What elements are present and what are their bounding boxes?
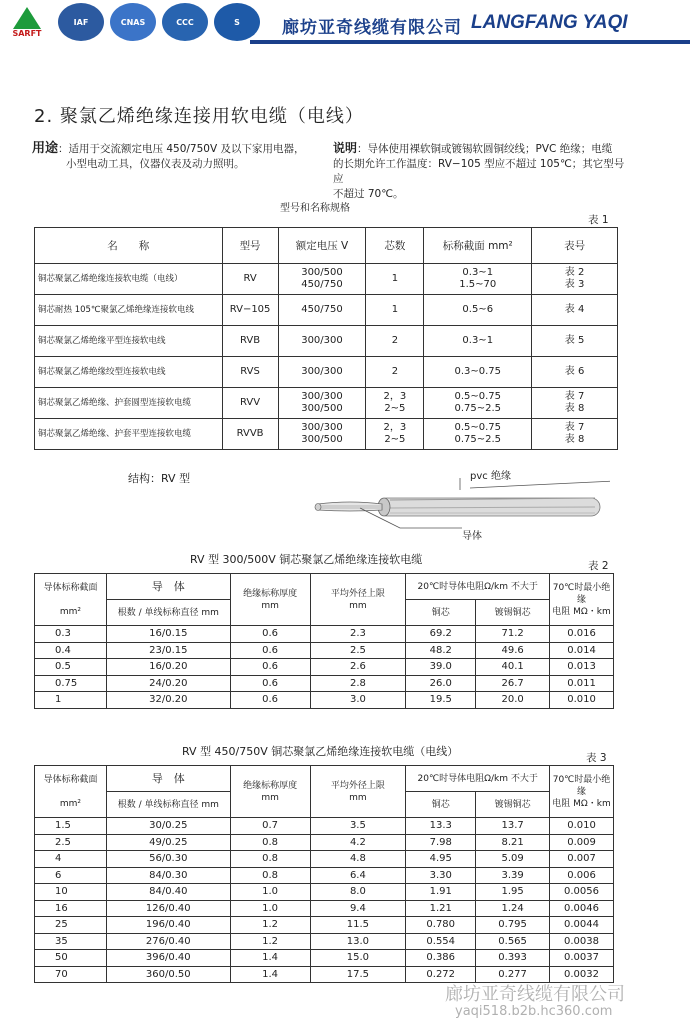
header-section (35, 574, 107, 626)
note-description (333, 141, 633, 202)
table2-caption: RV 型 300/500V 铜芯聚氯乙烯绝缘连接软电缆 (190, 553, 423, 566)
table3-number: 表 3 (586, 752, 607, 764)
cell-copper-resistance: 0.554 (406, 933, 476, 950)
header-outer-text: 平均外径上限 (330, 780, 385, 791)
header-min-insulation-resistance (550, 766, 614, 818)
cell-insulation: 0.8 (230, 867, 310, 884)
cell-tinned-resistance: 49.6 (476, 642, 550, 659)
table-row (35, 950, 614, 967)
cell-tinned-resistance: 0.565 (476, 933, 550, 950)
header-section-unit: mm² (59, 798, 82, 809)
header-outer-unit: mm (349, 792, 367, 803)
sarft-logo-text: SARFT (12, 28, 42, 38)
cell-conductor: 16/0.20 (106, 659, 230, 676)
section-title: 2. 聚氯乙烯绝缘连接用软电缆（电线） (34, 106, 364, 127)
cell-name: 铜芯耐热 105℃聚氯乙烯绝缘连接软电线 (35, 295, 223, 326)
cell-section (424, 357, 532, 388)
cell-min-insulation-resistance: 0.010 (550, 818, 614, 835)
table-row (35, 818, 614, 835)
cell-line: 300/300 (301, 422, 343, 433)
header-conductor: 导 体 (106, 574, 230, 600)
cell-line: 450/750 (301, 279, 343, 290)
header-resistance: 20℃时导体电阻Ω/km 不大于 (406, 574, 550, 600)
cell-min-insulation-resistance: 0.0056 (550, 884, 614, 901)
cell-conductor: 30/0.25 (106, 818, 230, 835)
cell-copper-resistance: 48.2 (406, 642, 476, 659)
usage-text-2: 小型电动工具，仪器仪表及动力照明。 (66, 158, 245, 170)
cell-table (532, 357, 618, 388)
header-section: 标称截面 mm² (424, 228, 532, 264)
note-text-1: ：导体使用裸软铜或镀锡软圆铜绞线；PVC 绝缘；电缆 (357, 143, 613, 155)
cell-outer-diameter: 8.0 (310, 884, 406, 901)
header-min-res-unit: 电阻 MΩ・km (552, 606, 611, 617)
cell-insulation: 0.6 (230, 626, 310, 643)
cell-section: 0.5 (35, 659, 107, 676)
cell-model: RVV (222, 388, 278, 419)
table-row (35, 357, 618, 388)
model-spec-table (34, 227, 618, 450)
cell-line: 2~5 (384, 434, 406, 445)
cell-insulation: 0.8 (230, 851, 310, 868)
cell-tinned-resistance: 5.09 (476, 851, 550, 868)
cell-section (424, 419, 532, 450)
ccc-logo (162, 3, 208, 41)
cell-cores (366, 419, 424, 450)
cell-copper-resistance: 7.98 (406, 834, 476, 851)
cell-outer-diameter: 2.5 (310, 642, 406, 659)
cell-name: 铜芯聚氯乙烯绝缘、护套圆型连接软电缆 (35, 388, 223, 419)
header-model: 型号 (222, 228, 278, 264)
cell-line: 0.5~0.75 (454, 422, 502, 433)
cell-insulation: 0.6 (230, 642, 310, 659)
cell-outer-diameter: 2.3 (310, 626, 406, 643)
cell-copper-resistance: 13.3 (406, 818, 476, 835)
cell-min-insulation-resistance: 0.0038 (550, 933, 614, 950)
header-outer-text: 平均外径上限 (330, 588, 385, 599)
cell-tinned-resistance: 13.7 (476, 818, 550, 835)
header-voltage: 额定电压 V (278, 228, 366, 264)
cell-model: RV (222, 264, 278, 295)
cell-insulation: 1.2 (230, 917, 310, 934)
cell-conductor: 84/0.40 (106, 884, 230, 901)
cell-voltage (278, 295, 366, 326)
cell-insulation: 0.8 (230, 834, 310, 851)
usage-text-1: ：适用于交流额定电压 450/750V 及以下家用电器， (58, 143, 305, 155)
table-row (35, 692, 614, 709)
cell-copper-resistance: 1.91 (406, 884, 476, 901)
cell-section: 10 (35, 884, 107, 901)
header-section (35, 766, 107, 818)
cell-outer-diameter: 3.5 (310, 818, 406, 835)
cell-line: 表 7 (564, 422, 585, 433)
cell-table (532, 388, 618, 419)
header-insulation-text: 绝缘标称厚度 (243, 780, 298, 791)
header-insulation (230, 574, 310, 626)
cell-section: 0.3 (35, 626, 107, 643)
cell-insulation: 0.6 (230, 692, 310, 709)
table-row (35, 675, 614, 692)
header-copper: 铜芯 (406, 600, 476, 626)
table-row (35, 264, 618, 295)
cell-line: 表 6 (564, 366, 585, 377)
cell-line: 表 3 (564, 279, 585, 290)
table-row (35, 933, 614, 950)
quality-logo-text: S (234, 17, 240, 27)
table-row (35, 917, 614, 934)
cell-model: RVVB (222, 419, 278, 450)
company-name-en: LANGFANG YAQI (471, 12, 628, 33)
page-header (0, 0, 690, 44)
table-row (35, 295, 618, 326)
cell-voltage (278, 419, 366, 450)
cell-copper-resistance: 0.386 (406, 950, 476, 967)
cell-cores (366, 295, 424, 326)
table3-caption: RV 型 450/750V 铜芯聚氯乙烯绝缘连接软电缆（电线） (182, 745, 459, 758)
header-tinned-copper: 镀锡铜芯 (476, 600, 550, 626)
header-name: 名 称 (35, 228, 223, 264)
certification-logos (2, 3, 260, 41)
cell-conductor: 84/0.30 (106, 867, 230, 884)
table-row (35, 642, 614, 659)
cable-icon (315, 478, 600, 528)
table-header-row (35, 228, 618, 264)
cell-line: 1.5~70 (459, 279, 497, 290)
cell-tinned-resistance: 1.24 (476, 900, 550, 917)
cell-conductor: 23/0.15 (106, 642, 230, 659)
cell-conductor: 16/0.15 (106, 626, 230, 643)
cell-insulation: 0.6 (230, 675, 310, 692)
cell-conductor: 49/0.25 (106, 834, 230, 851)
header-insulation (230, 766, 310, 818)
header-insulation-text: 绝缘标称厚度 (243, 588, 298, 599)
cell-line: 表 7 (564, 391, 585, 402)
cell-insulation: 1.2 (230, 933, 310, 950)
header-insulation-unit: mm (261, 792, 279, 803)
table-row (35, 834, 614, 851)
cell-line: 0.3~1 (462, 267, 494, 278)
cell-outer-diameter: 6.4 (310, 867, 406, 884)
header-conductor-sub: 根数 / 单线标称直径 mm (106, 600, 230, 626)
cell-copper-resistance: 1.21 (406, 900, 476, 917)
cell-line: 0.3~1 (462, 335, 494, 346)
cell-line: 2~5 (384, 403, 406, 414)
cell-tinned-resistance: 26.7 (476, 675, 550, 692)
cell-min-insulation-resistance: 0.010 (550, 692, 614, 709)
cell-model: RVS (222, 357, 278, 388)
cell-voltage (278, 326, 366, 357)
cell-line: 300/300 (301, 391, 343, 402)
header-outer-diameter (310, 574, 406, 626)
cell-cores (366, 357, 424, 388)
ccc-logo-text: CCC (176, 17, 194, 27)
cell-copper-resistance: 69.2 (406, 626, 476, 643)
table-row (35, 867, 614, 884)
rv-300-500-table (34, 573, 614, 709)
cell-copper-resistance: 0.272 (406, 966, 476, 983)
header-table-no: 表号 (532, 228, 618, 264)
header-section-text: 导体标称截面 (43, 582, 98, 593)
sarft-logo (2, 3, 52, 41)
cable-illustration (310, 478, 610, 538)
header-copper: 铜芯 (406, 792, 476, 818)
cell-line: 2 (391, 335, 399, 346)
cell-section: 16 (35, 900, 107, 917)
cell-min-insulation-resistance: 0.0044 (550, 917, 614, 934)
cell-section: 35 (35, 933, 107, 950)
header-section-text: 导体标称截面 (43, 774, 98, 785)
note-line-1 (333, 141, 633, 157)
cell-model: RVB (222, 326, 278, 357)
cell-line: 2 (391, 366, 399, 377)
header-section-unit: mm² (59, 606, 82, 617)
cell-line: 表 2 (564, 267, 585, 278)
cell-name: 铜芯聚氯乙烯绝缘连接软电缆（电线） (35, 264, 223, 295)
cell-line: 450/750 (301, 304, 343, 315)
sarft-triangle-icon (13, 7, 41, 29)
table-row (35, 388, 618, 419)
cell-insulation: 1.0 (230, 900, 310, 917)
cell-outer-diameter: 4.8 (310, 851, 406, 868)
cell-section (424, 388, 532, 419)
cell-conductor: 276/0.40 (106, 933, 230, 950)
header-conductor-sub: 根数 / 单线标称直径 mm (106, 792, 230, 818)
cell-min-insulation-resistance: 0.016 (550, 626, 614, 643)
cnas-logo-text: CNAS (120, 17, 146, 27)
table2-number: 表 2 (588, 560, 609, 572)
cell-copper-resistance: 3.30 (406, 867, 476, 884)
table-row (35, 851, 614, 868)
header-divider (250, 40, 690, 44)
cell-copper-resistance: 4.95 (406, 851, 476, 868)
cell-line: 表 8 (564, 434, 585, 445)
cell-min-insulation-resistance: 0.0037 (550, 950, 614, 967)
cell-outer-diameter: 13.0 (310, 933, 406, 950)
cell-line: 300/500 (301, 403, 343, 414)
cell-section: 2.5 (35, 834, 107, 851)
cell-conductor: 56/0.30 (106, 851, 230, 868)
cell-line: 0.5~0.75 (454, 391, 502, 402)
cell-tinned-resistance: 20.0 (476, 692, 550, 709)
cell-section: 0.4 (35, 642, 107, 659)
cell-min-insulation-resistance: 0.013 (550, 659, 614, 676)
cell-tinned-resistance: 0.795 (476, 917, 550, 934)
cell-line: 2，3 (383, 422, 407, 433)
cell-outer-diameter: 17.5 (310, 966, 406, 983)
cell-table (532, 264, 618, 295)
header-min-res-text: 70℃时最小绝缘 (552, 774, 611, 797)
cell-outer-diameter: 9.4 (310, 900, 406, 917)
note-text-2: 的长期允许工作温度：RV−105 型应不超过 105℃；其它型号应 (333, 158, 625, 185)
table-row (35, 659, 614, 676)
table1-number: 表 1 (588, 214, 609, 226)
conductor-label: 导体 (462, 531, 482, 542)
cell-section (424, 326, 532, 357)
table-row (35, 626, 614, 643)
note-text-3: 不超过 70℃。 (333, 188, 404, 200)
cell-section: 4 (35, 851, 107, 868)
cell-voltage (278, 388, 366, 419)
cell-tinned-resistance: 0.277 (476, 966, 550, 983)
cell-min-insulation-resistance: 0.014 (550, 642, 614, 659)
header-insulation-unit: mm (261, 600, 279, 611)
cell-conductor: 126/0.40 (106, 900, 230, 917)
cell-line: 表 8 (564, 403, 585, 414)
watermark-company: 廊坊亚奇线缆有限公司 (445, 984, 625, 1005)
cell-copper-resistance: 39.0 (406, 659, 476, 676)
cell-insulation: 1.4 (230, 966, 310, 983)
cell-conductor: 24/0.20 (106, 675, 230, 692)
cell-copper-resistance: 0.780 (406, 917, 476, 934)
iaf-logo (58, 3, 104, 41)
cell-line: 300/500 (301, 434, 343, 445)
cnas-logo (110, 3, 156, 41)
cell-section: 1.5 (35, 818, 107, 835)
cell-voltage (278, 264, 366, 295)
cell-section (424, 295, 532, 326)
table-row (35, 419, 618, 450)
header-outer-diameter (310, 766, 406, 818)
cell-tinned-resistance: 3.39 (476, 867, 550, 884)
cell-min-insulation-resistance: 0.007 (550, 851, 614, 868)
cell-insulation: 1.4 (230, 950, 310, 967)
cell-table (532, 295, 618, 326)
cell-copper-resistance: 19.5 (406, 692, 476, 709)
cell-outer-diameter: 15.0 (310, 950, 406, 967)
cell-section: 25 (35, 917, 107, 934)
usage-description (32, 141, 322, 172)
cell-line: 0.75~2.5 (454, 434, 502, 445)
cell-cores (366, 388, 424, 419)
cell-section (424, 264, 532, 295)
cell-line: 1 (391, 273, 399, 284)
cell-cores (366, 264, 424, 295)
cell-section: 0.75 (35, 675, 107, 692)
cell-tinned-resistance: 40.1 (476, 659, 550, 676)
cell-outer-diameter: 2.8 (310, 675, 406, 692)
table1-caption: 型号和名称规格 (280, 203, 350, 214)
cell-section: 70 (35, 966, 107, 983)
quality-safety-logo (214, 3, 260, 41)
cell-tinned-resistance: 0.393 (476, 950, 550, 967)
watermark-url: yaqi518.b2b.hc360.com (455, 1004, 613, 1019)
table-row (35, 884, 614, 901)
cell-tinned-resistance: 71.2 (476, 626, 550, 643)
cell-name: 铜芯聚氯乙烯绝缘平型连接软电线 (35, 326, 223, 357)
usage-label: 用途 (32, 141, 59, 156)
header-cores: 芯数 (366, 228, 424, 264)
cell-insulation: 0.6 (230, 659, 310, 676)
table-row (35, 900, 614, 917)
cell-min-insulation-resistance: 0.011 (550, 675, 614, 692)
company-name-cn: 廊坊亚奇线缆有限公司 (282, 18, 462, 38)
cell-table (532, 326, 618, 357)
cell-min-insulation-resistance: 0.0046 (550, 900, 614, 917)
cell-line: 表 5 (564, 335, 585, 346)
cell-insulation: 0.7 (230, 818, 310, 835)
rv-450-750-table (34, 765, 614, 983)
cell-section: 6 (35, 867, 107, 884)
cell-cores (366, 326, 424, 357)
header-conductor: 导 体 (106, 766, 230, 792)
cell-conductor: 396/0.40 (106, 950, 230, 967)
cell-line: 0.75~2.5 (454, 403, 502, 414)
cell-copper-resistance: 26.0 (406, 675, 476, 692)
cell-outer-diameter: 2.6 (310, 659, 406, 676)
cell-line: 2，3 (383, 391, 407, 402)
cell-section: 50 (35, 950, 107, 967)
usage-line-1 (32, 141, 322, 157)
cell-min-insulation-resistance: 0.006 (550, 867, 614, 884)
structure-label: 结构：RV 型 (128, 472, 191, 485)
cell-line: 0.3~0.75 (454, 366, 502, 377)
cell-name: 铜芯聚氯乙烯绝缘绞型连接软电线 (35, 357, 223, 388)
cell-table (532, 419, 618, 450)
iaf-logo-text: IAF (73, 17, 89, 27)
cell-min-insulation-resistance: 0.0032 (550, 966, 614, 983)
header-min-res-unit: 电阻 MΩ・km (552, 798, 611, 809)
header-outer-unit: mm (349, 600, 367, 611)
cell-line: 0.5~6 (462, 304, 494, 315)
cell-outer-diameter: 11.5 (310, 917, 406, 934)
cell-line: 1 (391, 304, 399, 315)
cell-line: 300/300 (301, 335, 343, 346)
header-resistance: 20℃时导体电阻Ω/km 不大于 (406, 766, 550, 792)
cell-model: RV−105 (222, 295, 278, 326)
cell-voltage (278, 357, 366, 388)
cell-tinned-resistance: 8.21 (476, 834, 550, 851)
header-min-res-text: 70℃时最小绝缘 (552, 582, 611, 605)
cell-tinned-resistance: 1.95 (476, 884, 550, 901)
cell-line: 300/300 (301, 366, 343, 377)
cell-line: 300/500 (301, 267, 343, 278)
cell-conductor: 32/0.20 (106, 692, 230, 709)
cell-conductor: 196/0.40 (106, 917, 230, 934)
pvc-insulation-label: pvc 绝缘 (470, 471, 511, 482)
header-tinned-copper: 镀锡铜芯 (476, 792, 550, 818)
cell-line: 表 4 (564, 304, 585, 315)
cell-conductor: 360/0.50 (106, 966, 230, 983)
header-min-insulation-resistance (550, 574, 614, 626)
cell-min-insulation-resistance: 0.009 (550, 834, 614, 851)
cell-insulation: 1.0 (230, 884, 310, 901)
table-row (35, 326, 618, 357)
cell-outer-diameter: 4.2 (310, 834, 406, 851)
cell-outer-diameter: 3.0 (310, 692, 406, 709)
cell-section: 1 (35, 692, 107, 709)
cell-name: 铜芯聚氯乙烯绝缘、护套平型连接软电缆 (35, 419, 223, 450)
note-label: 说明 (333, 141, 358, 155)
